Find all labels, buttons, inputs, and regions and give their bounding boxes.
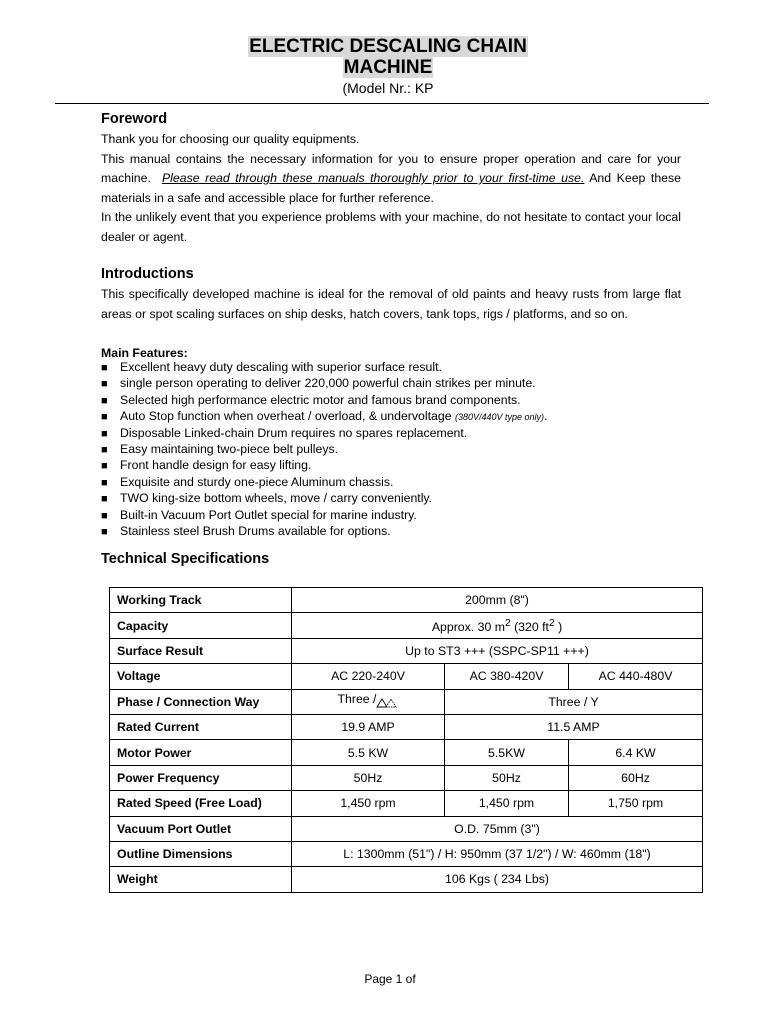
- table-row: [110, 689, 703, 714]
- spec-label: Power Frequency: [110, 765, 292, 790]
- bullet-icon: ■: [101, 394, 108, 407]
- feature-text: TWO king-size bottom wheels, move / carry conveniently.: [120, 491, 433, 506]
- spec-label: Vacuum Port Outlet: [110, 816, 292, 841]
- spec-label: Voltage: [110, 664, 292, 689]
- bullet-icon: ■: [101, 411, 108, 424]
- bullet-icon: ■: [101, 460, 108, 473]
- feature-text: Disposable Linked-chain Drum requires no spares replacement.: [120, 425, 468, 440]
- spec-label: Capacity: [110, 613, 292, 638]
- spec-value: 6.4 KW: [569, 740, 703, 765]
- spec-label: Rated Speed (Free Load): [110, 791, 292, 816]
- spec-value: 60Hz: [569, 765, 703, 790]
- title-line-2: MACHINE: [343, 57, 433, 78]
- feature-text: Auto Stop function when overheat / overload, & undervoltage: [120, 409, 452, 424]
- spec-label: Phase / Connection Way: [110, 689, 292, 714]
- table-row: [110, 740, 703, 765]
- bullet-icon: ■: [101, 509, 108, 522]
- table-row: [110, 867, 703, 892]
- feature-item: [101, 393, 681, 409]
- spec-value: 1,450 rpm: [445, 791, 569, 816]
- bullet-icon: ■: [101, 493, 108, 506]
- feature-text: Front handle design for easy lifting.: [120, 458, 312, 473]
- feature-text: Easy maintaining two-piece belt pulleys.: [120, 442, 339, 457]
- spec-value: Up to ST3 +++ (SSPC-SP11 +++): [292, 638, 703, 663]
- bullet-icon: ■: [101, 526, 108, 539]
- spec-value: 1,750 rpm: [569, 791, 703, 816]
- specs-heading: Technical Specifications: [101, 551, 270, 567]
- feature-note: (380V/440V type only): [454, 412, 545, 423]
- spec-value: AC 220-240V: [292, 664, 445, 689]
- foreword-p2-b: And Keep these materials in a safe and accessible place for further reference.: [101, 171, 681, 205]
- table-row: [110, 613, 703, 638]
- spec-value: 200mm (8"): [292, 588, 703, 613]
- feature-item: [101, 442, 681, 458]
- features-title: Main Features:: [101, 346, 188, 360]
- spec-value: 5.5 KW: [292, 740, 445, 765]
- model-number: (Model Nr.: KP: [342, 80, 434, 96]
- feature-item: [101, 426, 681, 442]
- spec-value: AC 440-480V: [569, 664, 703, 689]
- table-row: [110, 816, 703, 841]
- feature-text: Excellent heavy duty descaling with superior surface result.: [120, 360, 442, 374]
- introductions-section: [101, 265, 681, 324]
- table-row: [110, 714, 703, 739]
- table-row: [110, 791, 703, 816]
- foreword-p2-a: This manual contains the necessary information for you to ensure proper operation and care for your machine.: [101, 151, 681, 185]
- spec-value: 106 Kgs ( 234 Lbs): [292, 867, 703, 892]
- capacity-post: ): [554, 619, 563, 634]
- feature-tail: .: [544, 409, 548, 424]
- spec-value: Three / Y: [445, 689, 703, 714]
- bullet-icon: ■: [101, 476, 108, 489]
- delta-star-icon: [376, 697, 398, 708]
- spec-value: 5.5KW: [445, 740, 569, 765]
- feature-text: Stainless steel Brush Drums available for options.: [120, 524, 391, 539]
- feature-item: [101, 376, 681, 392]
- spec-value: 50Hz: [292, 765, 445, 790]
- page-number: Page 1 of: [364, 972, 416, 986]
- table-row: [110, 638, 703, 663]
- feature-item: [101, 458, 681, 474]
- feature-item: [101, 409, 681, 425]
- foreword-p1: Thank you for choosing our quality equipments.: [101, 132, 360, 146]
- bullet-icon: ■: [101, 378, 108, 391]
- spec-value: [292, 689, 445, 714]
- feature-item: [101, 508, 681, 524]
- feature-item: [101, 475, 681, 491]
- bullet-icon: ■: [101, 444, 108, 457]
- bullet-icon: ■: [101, 362, 108, 374]
- capacity-pre: Approx. 30 m: [431, 619, 505, 634]
- feature-text: Exquisite and sturdy one-piece Aluminum chassis.: [120, 474, 394, 489]
- spec-value: L: 1300mm (51") / H: 950mm (37 1/2") / W: 460mm (18"): [292, 841, 703, 866]
- feature-text: single person operating to deliver 220,000 powerful chain strikes per minute.: [120, 376, 536, 391]
- header-divider: [55, 103, 709, 104]
- table-row: [110, 841, 703, 866]
- spec-label: Weight: [110, 867, 292, 892]
- foreword-heading: Foreword: [101, 111, 168, 127]
- spec-label: Rated Current: [110, 714, 292, 739]
- feature-text: Built-in Vacuum Port Outlet special for marine industry.: [120, 507, 417, 522]
- spec-label: Working Track: [110, 588, 292, 613]
- table-row: [110, 664, 703, 689]
- spec-table: [109, 587, 703, 893]
- capacity-sup: 2: [504, 617, 511, 629]
- table-row: [110, 588, 703, 613]
- feature-item: [101, 360, 681, 376]
- features-list: [101, 360, 681, 540]
- spec-label: Outline Dimensions: [110, 841, 292, 866]
- capacity-mid: (320 ft: [510, 619, 549, 634]
- spec-value: 50Hz: [445, 765, 569, 790]
- introductions-heading: Introductions: [101, 266, 194, 282]
- feature-item: [101, 524, 681, 540]
- specs-heading-wrap: [101, 550, 681, 568]
- feature-item: [101, 491, 681, 507]
- title-line-1: ELECTRIC DESCALING CHAIN: [249, 36, 527, 57]
- phase-text: Three /: [337, 691, 377, 706]
- spec-value: AC 380-420V: [445, 664, 569, 689]
- feature-text: Selected high performance electric motor and famous brand components.: [120, 392, 521, 407]
- spec-value: O.D. 75mm (3"): [292, 816, 703, 841]
- capacity-sup: 2: [548, 617, 555, 629]
- foreword-p3: In the unlikely event that you experience problems with your machine, do not hesitate to contact your local dealer or agent.: [101, 210, 681, 244]
- features-section: [101, 346, 681, 540]
- foreword-emphasis: Please read through these manuals thoroughly prior to your first-time use.: [161, 171, 585, 185]
- document-title: [0, 36, 776, 78]
- foreword-p2: [101, 150, 681, 209]
- table-row: [110, 765, 703, 790]
- spec-label: Motor Power: [110, 740, 292, 765]
- page-footer: [0, 970, 780, 986]
- spec-label: Surface Result: [110, 638, 292, 663]
- spec-value: 11.5 AMP: [445, 714, 703, 739]
- introductions-p1: This specifically developed machine is ideal for the removal of old paints and heavy rusts from large flat areas or spot scaling surfaces on ship desks, hatch covers, tank tops, rigs / platforms, and so on.: [101, 287, 681, 321]
- spec-value: [292, 613, 703, 638]
- spec-value: 1,450 rpm: [292, 791, 445, 816]
- bullet-icon: ■: [101, 427, 108, 440]
- spec-value: 19.9 AMP: [292, 714, 445, 739]
- model-number-clip: [0, 80, 776, 96]
- foreword-section: [101, 110, 681, 247]
